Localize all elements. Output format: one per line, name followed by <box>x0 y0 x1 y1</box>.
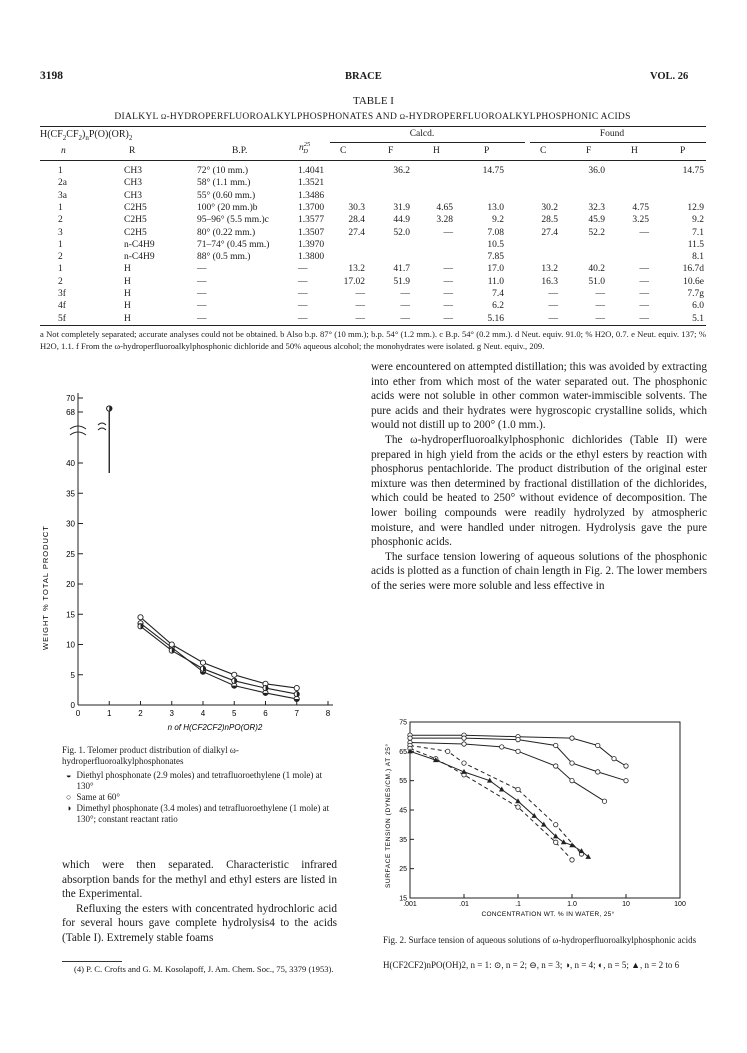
table-cell-fP: 16.7d <box>682 264 704 275</box>
table-cell-fC: — <box>548 313 558 324</box>
table-cell-cP: 7.08 <box>487 227 504 238</box>
table-cell-n: 3a <box>58 190 67 201</box>
fig2-series-line <box>410 751 588 857</box>
table-cell-fC: — <box>548 301 558 312</box>
open-circle-icon: ○ <box>66 792 72 802</box>
fig2-xlabel: CONCENTRATION WT. % IN WATER, 25° <box>481 911 615 918</box>
fig1-x-tick-label: 7 <box>294 709 299 718</box>
table-cell-n: 3 <box>58 227 63 238</box>
table-cell-fP: 5.1 <box>692 313 704 324</box>
table-cell-cH: — <box>443 276 453 287</box>
table-cell-n: 1 <box>58 264 63 275</box>
fig2-data-point <box>561 839 567 844</box>
fig1-x-tick-label: 8 <box>325 709 331 718</box>
fig1-y-tick-label: 10 <box>66 640 75 650</box>
col-header-calc-p: P <box>484 146 490 156</box>
fig1-data-point <box>200 660 205 665</box>
table-body <box>0 0 747 340</box>
table-cell-cC: — <box>355 301 365 312</box>
table-cell-cF: — <box>400 289 410 299</box>
table-cell-R: H <box>124 276 131 287</box>
table-cell-cC: 28.4 <box>348 215 365 226</box>
fig2-data-point <box>516 787 520 791</box>
col-header-r: R <box>129 146 136 156</box>
table-cell-cH: — <box>443 301 453 312</box>
figure2-legend: H(CF2CF2)nPO(OH)2, n = 1: ⊙, n = 2; ⊖, n = 3; ◑, n = 4; ◐, n = 5; ▲, n = 2 to 6 <box>383 960 680 970</box>
table-cell-R: C2H5 <box>124 227 147 238</box>
table-cell-cC: — <box>355 289 365 299</box>
fig2-data-point <box>462 742 466 746</box>
table-cell-cC: 27.4 <box>348 227 365 238</box>
right-paragraph-1: were encountered on attempted distillation; this was avoided by extracting into ether from which most of the water separated out. The phosphonic acids were not soluble in other common water-immiscible solvents. The pure acids and their hydrates were hygroscopic crystalline solids, which would not distill up to 200° (1.0 mm.). <box>371 361 707 432</box>
figure1-caption: Fig. 1. Telomer product distribution of dialkyl ω-hydroperfluoroalkylphosphonates <box>62 745 239 766</box>
table-cell-n: 1 <box>58 166 63 176</box>
table-cell-nd: — <box>298 301 308 312</box>
fig1-legend-item-3: ◑ Dimethyl phosphonate (3.4 moles) and tetrafluoroethylene (1 mole) at 130°; constant reactant ratio <box>66 803 330 824</box>
fig2-y-tick-label: 45 <box>399 807 407 815</box>
left-paragraph-2: Refluxing the esters with concentrated hydrochloric acid for several hours gave complete hydrolysis4 to the acids (Table I). Extremely stable foams <box>62 902 337 944</box>
table-cell-fC: 30.2 <box>541 202 558 213</box>
table-cell-fC: 13.2 <box>541 264 558 275</box>
table-cell-cP: 17.0 <box>487 264 504 275</box>
fig2-x-tick-label: .001 <box>403 901 417 908</box>
table-cell-cP: 6.2 <box>492 301 504 312</box>
table-cell-fP: 7.1 <box>692 227 704 238</box>
table-cell-cF: — <box>400 301 410 312</box>
fig1-ylabel: WEIGHT % TOTAL PRODUCT <box>41 525 50 650</box>
fig1-y-tick-label: 70 <box>66 394 75 403</box>
fig1-data-point <box>138 615 143 620</box>
fig1-x-tick-label: 6 <box>263 709 268 718</box>
fig2-data-point <box>500 745 504 749</box>
col-header-found-h: H <box>631 146 638 156</box>
fig2-y-tick-label: 55 <box>399 778 407 786</box>
fig1-y-tick-label: 68 <box>66 408 75 417</box>
table-cell-cF: 44.9 <box>393 215 410 226</box>
fig1-x-tick-label: 5 <box>232 709 237 718</box>
table-cell-fP: 11.5 <box>687 239 704 250</box>
fig2-data-point <box>624 764 628 768</box>
table-cell-cP: 14.75 <box>482 166 504 176</box>
reference-4: (4) P. C. Crofts and G. M. Kosolapoff, J. Am. Chem. Soc., 75, 3379 (1953). <box>74 964 334 974</box>
table-cell-nd: 1.3507 <box>298 227 325 238</box>
half-filled-circle-icon: ◒ <box>66 770 72 780</box>
table-cell-fP: 8.1 <box>692 252 704 263</box>
group-calcd: Calcd. <box>409 129 435 139</box>
right-paragraph-2: The ω-hydroperfluoroalkylphosphonic dichlorides (Table II) were prepared in high yield from the acids or the ethyl esters by reaction with phosphorus pentachloride. The product distribution of the original ester mixture was then determined by fractional distillation of the dichlorides, which could be heated to 250° without evidence of decomposition. The lower boiling compounds were readily hydrolyzed by atmospheric moisture, and were handled under nitrogen. Hydrolysis gave the pure phosphonic acids. <box>371 433 707 549</box>
fig2-data-point <box>516 749 520 753</box>
fig2-data-point <box>612 756 616 760</box>
table-cell-nd: 1.3521 <box>298 178 325 189</box>
fig1-x-tick-label: 1 <box>107 709 112 718</box>
table-cell-fP: 6.0 <box>692 301 704 312</box>
table-cell-fF: 52.2 <box>588 227 605 238</box>
fig2-y-tick-label: 75 <box>399 719 407 727</box>
table-cell-nd: — <box>298 289 308 299</box>
fig1-y-tick-label: 20 <box>66 580 75 589</box>
table-cell-R: CH3 <box>124 190 142 201</box>
table-cell-cC: 30.3 <box>348 202 365 213</box>
fig1-x-tick-label: 0 <box>75 709 81 718</box>
volume-number: VOL. 26 <box>650 71 689 82</box>
fig2-y-tick-label: 15 <box>399 895 407 903</box>
fig1-legend-item-1: ◒ Diethyl phosphonate (2.9 moles) and tetrafluoroethylene (1 mole) at 130° <box>66 770 323 791</box>
fig1-data-point <box>107 406 112 411</box>
table-cell-cP: 7.4 <box>492 289 504 299</box>
fig1-x-tick-label: 4 <box>200 709 206 718</box>
table-cell-cP: 10.5 <box>487 239 504 250</box>
table-cell-bp: 55° (0.60 mm.) <box>197 190 256 201</box>
figure1-chart <box>40 385 350 732</box>
fig1-y-tick-label: 0 <box>70 701 75 710</box>
fig2-x-tick-label: 1.0 <box>567 901 577 908</box>
table-cell-nd: 1.3486 <box>298 190 325 201</box>
table-cell-fF: — <box>595 289 605 299</box>
table-cell-nd: — <box>298 276 308 287</box>
table-cell-fP: 10.6e <box>683 276 704 287</box>
fig1-y-tick-label: 30 <box>66 519 75 529</box>
table-cell-cH: — <box>443 227 453 238</box>
table-cell-n: 2 <box>58 276 63 287</box>
table-cell-nd: 1.3700 <box>298 202 325 213</box>
fig2-data-point <box>446 749 450 753</box>
fig2-data-point <box>570 778 574 782</box>
table-cell-n: 1 <box>58 202 63 213</box>
col-header-bp: B.P. <box>232 146 248 156</box>
table-cell-fH: — <box>639 227 649 238</box>
table-cell-cP: 11.0 <box>487 276 504 287</box>
fig1-y-tick-label: 35 <box>66 489 75 499</box>
fig2-data-point <box>554 822 558 826</box>
table-cell-fH: 3.25 <box>632 215 649 226</box>
table-cell-cF: 36.2 <box>393 166 410 176</box>
left-column-text <box>62 858 337 946</box>
fig1-y-tick-label: 40 <box>66 459 75 468</box>
table-footnotes: a Not completely separated; accurate analyses could not be obtained. b Also b.p. 87° (10 mm.); b.p. 54° (1.2 mm.). c B.p. 54° (0.2 mm.). d Neut. equiv. 91.0; % H2O, 0.7. e Neut. equiv. 137; % H2O, 1.1. f From the ω-hydroperfluoroalkylphosphonic dichloride and 50% aqueous alcohol; the monohydrates were isolated. g Neut. equiv., 209. <box>40 329 706 351</box>
table-cell-fP: 14.75 <box>682 166 704 176</box>
fig1-data-point <box>263 685 268 690</box>
fig1-series-line <box>141 617 297 688</box>
table-cell-fF: 45.9 <box>588 215 605 226</box>
table-cell-bp: — <box>197 289 207 299</box>
table-cell-fF: 36.0 <box>588 166 605 176</box>
col-header-found-c: C <box>540 146 547 156</box>
table-cell-fF: 32.3 <box>588 202 605 213</box>
table-cell-R: C2H5 <box>124 202 147 213</box>
figure2-chart <box>380 710 705 935</box>
table-cell-R: H <box>124 301 131 312</box>
fig1-series-line <box>141 623 297 699</box>
table-cell-n: 5f <box>58 313 66 324</box>
table-cell-R: H <box>124 289 131 299</box>
table-cell-nd: 1.4041 <box>298 166 325 176</box>
fig1-x-tick-label: 2 <box>138 709 143 718</box>
table-cell-cC: 17.02 <box>343 276 365 287</box>
fig2-data-point <box>554 764 558 768</box>
fig2-data-point <box>570 858 574 862</box>
table-cell-bp: 71–74° (0.45 mm.) <box>197 239 270 250</box>
fig1-y-tick-label: 15 <box>66 610 75 620</box>
table-cell-cC: — <box>355 313 365 324</box>
fig1-data-point <box>294 692 299 697</box>
table-cell-fH: — <box>639 289 649 299</box>
table-cell-fF: 51.0 <box>588 276 605 287</box>
table-cell-cC: 13.2 <box>348 264 365 275</box>
fig2-data-point <box>554 840 558 844</box>
fig2-data-point <box>570 736 574 740</box>
col-header-nd: $n^{25}_D$ <box>299 141 311 155</box>
table-title: TABLE I <box>353 95 394 107</box>
table-cell-cP: 5.16 <box>487 313 504 324</box>
fig1-y-tick-label: 25 <box>66 549 75 559</box>
fig2-ylabel: SURFACE TENSION (DYNES/CM.) AT 25° <box>385 743 392 888</box>
fig2-x-tick-label: 10 <box>622 901 630 908</box>
table-cell-fF: — <box>595 301 605 312</box>
table-cell-fP: 9.2 <box>692 215 704 226</box>
fig2-data-point <box>602 799 606 803</box>
table-cell-R: CH3 <box>124 178 142 189</box>
table-cell-R: n-C4H9 <box>124 239 155 250</box>
table-cell-fF: 40.2 <box>588 264 605 275</box>
fig1-xlabel: n of H(CF2CF2)nPO(OR)2 <box>167 723 263 732</box>
fig1-axis-break <box>70 423 106 435</box>
fig1-data-point <box>169 642 174 647</box>
table-cell-fF: — <box>595 313 605 324</box>
table-cell-n: 2a <box>58 178 67 189</box>
table-cell-bp: — <box>197 264 207 275</box>
table-cell-cF: 52.0 <box>393 227 410 238</box>
table-cell-fC: — <box>548 289 558 299</box>
table-cell-fC: 16.3 <box>541 276 558 287</box>
running-head: BRACE <box>345 71 382 82</box>
fig1-data-point <box>232 678 237 683</box>
table-cell-fH: — <box>639 264 649 275</box>
fig1-data-point <box>294 685 299 690</box>
fig1-data-point <box>169 648 174 653</box>
table-cell-R: H <box>124 313 131 324</box>
fig2-data-point <box>596 770 600 774</box>
col-header-calc-c: C <box>340 146 347 156</box>
fig1-data-point <box>232 672 237 677</box>
fig2-y-tick-label: 35 <box>399 836 407 844</box>
table-cell-bp: 72° (10 mm.) <box>197 166 249 176</box>
table-cell-R: C2H5 <box>124 215 147 226</box>
fig2-data-point <box>579 848 585 853</box>
table-cell-cH: — <box>443 264 453 275</box>
table-cell-fP: 7.7g <box>687 289 704 299</box>
table-cell-fH: — <box>639 276 649 287</box>
footnote-rule <box>62 961 122 962</box>
table-cell-n: 3f <box>58 289 66 299</box>
table-cell-cF: 41.7 <box>393 264 410 275</box>
table-cell-fC: 28.5 <box>541 215 558 226</box>
col-header-n: n <box>61 146 66 156</box>
table-cell-cF: 51.9 <box>393 276 410 287</box>
table-cell-cP: 13.0 <box>487 202 504 213</box>
table-cell-R: H <box>124 264 131 275</box>
table-cell-bp: — <box>197 313 207 324</box>
left-paragraph-1: which were then separated. Characteristic infrared absorption bands for the methyl and ethyl esters are listed in the Experimental. <box>62 859 337 901</box>
table-cell-cP: 9.2 <box>492 215 504 226</box>
table-cell-cH: — <box>443 289 453 299</box>
table-cell-R: CH3 <box>124 166 142 176</box>
table-cell-fH: — <box>639 313 649 324</box>
table-cell-cH: 3.28 <box>436 215 453 226</box>
table-cell-cH: — <box>443 313 453 324</box>
table-cell-n: 4f <box>58 301 66 312</box>
fig1-series-1 <box>107 406 300 702</box>
right-half-circle-icon: ◑ <box>66 803 72 813</box>
fig1-y-tick-label: 5 <box>70 670 75 680</box>
col-header-calc-f: F <box>388 146 394 156</box>
fig2-x-tick-label: 100 <box>674 901 686 908</box>
table-cell-bp: — <box>197 301 207 312</box>
fig1-series-2 <box>107 406 300 691</box>
fig2-y-tick-label: 25 <box>399 866 407 874</box>
table-cell-nd: 1.3800 <box>298 252 325 263</box>
table-cell-bp: 58° (1.1 mm.) <box>197 178 251 189</box>
table-cell-nd: — <box>298 313 308 324</box>
fig2-y-tick-label: 65 <box>399 748 407 756</box>
fig2-data-point <box>462 736 466 740</box>
fig2-series-line <box>410 748 572 860</box>
figure2-caption: Fig. 2. Surface tension of aqueous solutions of ω-hydroperfluoroalkylphosphonic acids <box>383 935 697 945</box>
fig2-data-point <box>499 786 505 791</box>
fig2-series-line <box>410 743 605 802</box>
col-header-found-p: P <box>680 146 686 156</box>
fig2-data-point <box>554 743 558 747</box>
fig1-data-point <box>138 624 143 629</box>
fig2-data-point <box>516 805 520 809</box>
table-cell-fH: 4.75 <box>632 202 649 213</box>
table-cell-nd: 1.3577 <box>298 215 325 226</box>
col-header-calc-h: H <box>433 146 440 156</box>
table-cell-nd: 1.3970 <box>298 239 325 250</box>
table-cell-R: n-C4H9 <box>124 252 155 263</box>
table-cell-bp: 95–96° (5.5 mm.)c <box>197 215 269 226</box>
fig2-data-point <box>624 778 628 782</box>
table-cell-n: 1 <box>58 239 63 250</box>
fig1-data-point <box>200 666 205 671</box>
fig2-data-point <box>570 761 574 765</box>
table-cell-bp: — <box>197 276 207 287</box>
fig2-data-point <box>596 743 600 747</box>
group-found: Found <box>599 129 625 139</box>
fig2-data-point <box>515 798 521 803</box>
fig1-legend-item-2: ○ Same at 60° <box>66 792 121 802</box>
table-cell-fC: 27.4 <box>541 227 558 238</box>
table-cell-bp: 88° (0.5 mm.) <box>197 252 251 263</box>
table-cell-cF: 31.9 <box>393 202 410 213</box>
fig2-data-point <box>408 736 412 740</box>
table-cell-cP: 7.85 <box>487 252 504 263</box>
table-cell-nd: — <box>298 264 308 275</box>
table-cell-n: 2 <box>58 215 63 226</box>
table-cell-bp: 80° (0.22 mm.) <box>197 227 256 238</box>
table-cell-fP: 12.9 <box>687 202 704 213</box>
fig1-series-3 <box>107 406 300 697</box>
right-column-text <box>371 360 707 594</box>
fig2-x-tick-label: .01 <box>459 901 469 908</box>
fig2-data-point <box>462 761 466 765</box>
table-bottom-rule <box>40 325 706 326</box>
table-cell-fH: — <box>639 301 649 312</box>
fig2-series-6 <box>407 748 591 859</box>
col-header-found-f: F <box>586 146 592 156</box>
page-number: 3198 <box>40 70 63 82</box>
table-cell-cH: 4.65 <box>436 202 453 213</box>
fig2-data-point <box>516 737 520 741</box>
fig1-series-line <box>141 626 297 694</box>
fig2-x-tick-label: .1 <box>515 901 521 908</box>
table-caption: DIALKYL ω-HYDROPERFLUOROALKYLPHOSPHONATES AND ω-HYDROPERFLUOROALKYLPHOSPHONIC ACIDS <box>114 112 631 122</box>
figure1-legend <box>62 770 337 825</box>
table-cell-bp: 100° (20 mm.)b <box>197 202 258 213</box>
fig2-plot-frame <box>410 722 680 898</box>
right-paragraph-3: The surface tension lowering of aqueous solutions of the phosphonic acids is plotted as a function of chain length in Fig. 2. The lower members of the series were more soluble and less effective in <box>371 550 707 592</box>
table-cell-cF: — <box>400 313 410 324</box>
table-formula-header: $H(CF_2CF_2)_nP(O)(OR)_2$ <box>40 129 133 142</box>
fig1-x-tick-label: 3 <box>169 709 174 718</box>
table-cell-n: 2 <box>58 252 63 263</box>
